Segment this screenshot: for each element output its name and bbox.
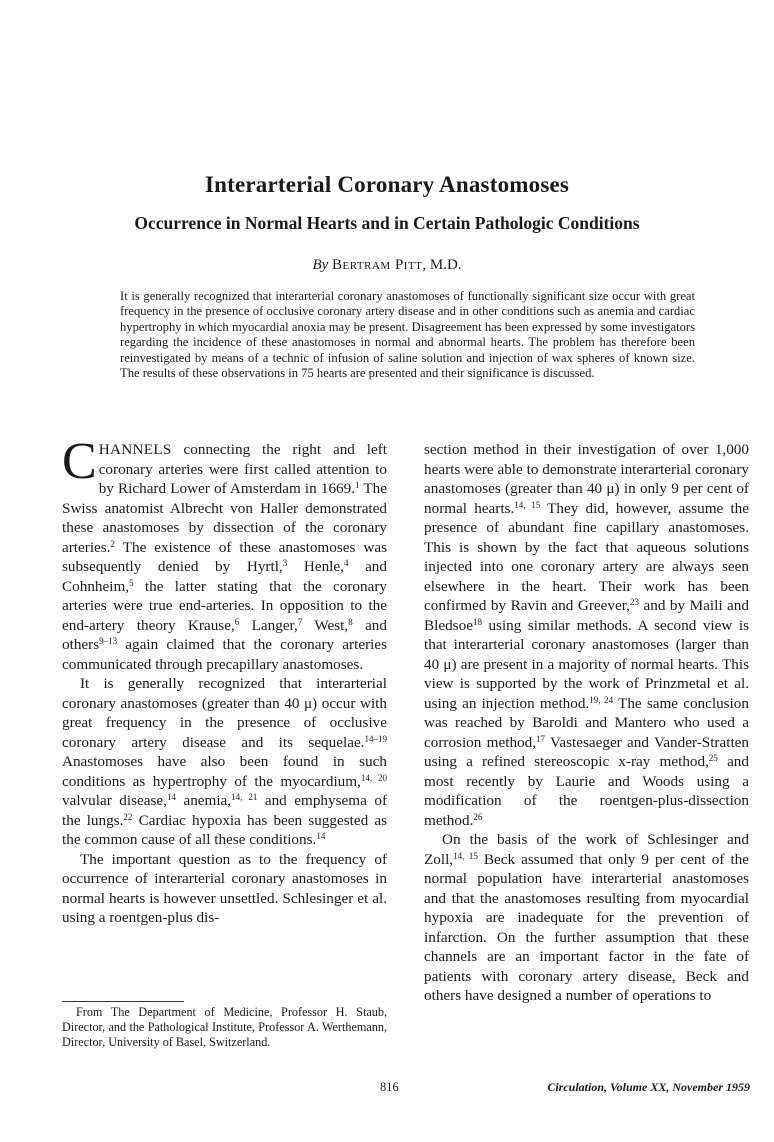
article-title: Interarterial Coronary Anastomoses <box>204 172 570 197</box>
footnote-rule <box>62 1001 184 1002</box>
text-run: section method in their investigation of over 1,000 hearts were able to demonstrate interarterial coronary anastomoses (greater than 40 μ) in only 9 per cent of normal hearts. <box>424 441 749 517</box>
citation: 3 <box>282 558 288 568</box>
author-name: Bertram Pitt <box>332 257 423 273</box>
abstract: It is generally recognized that interarterial coronary anastomoses of functionally significant size occur with great frequency in the presence of occlusive coronary artery disease and in other conditions such as anemia and cardiac hypertrophy in which myocardial anoxia may be present. Disagreement has been expressed by some investigators regarding the incidence of these anastomoses in normal and abnormal hearts. The problem has therefore been reinvestigated by means of a technic of infusion of saline solution and injection of wax spheres of known size. The results of these observations in 75 hearts are presented and their significance is discussed. <box>120 289 695 381</box>
citation: 22 <box>123 811 133 822</box>
citation: 1 <box>355 480 360 490</box>
paragraph <box>62 674 387 850</box>
text-run: They did, however, assume the presence of abundant fine capillary anastomoses. This is shown by the fact that aqueous solutions injected into one coronary artery are always seen elsewhere in the heart. Their work has been confirmed by Ravin and Greever, <box>424 499 749 614</box>
paragraph <box>424 440 749 830</box>
citation: 14, 20 <box>360 772 388 783</box>
byline <box>0 257 774 274</box>
text-run: valvular disease, <box>62 792 167 809</box>
paragraph: The important question as to the frequency of occurrence of interarterial coronary anastomoses in normal hearts is however unsettled. Schlesinger et al. using a roentgen-plus dis- <box>62 850 387 926</box>
text-run: Beck assumed that only 9 per cent of the normal population have interarterial anastomoses and that the anastomoses resulting from myocardial hypoxia are inadequate for the prevention of infarction. On the further assumption that these channels are an important factor in the fate of patients with coronary artery disease, Beck and others have designed a number of operations to <box>424 850 749 1004</box>
author-degree: , M.D. <box>422 257 462 273</box>
lead-caps: HANNELS <box>98 441 172 458</box>
paragraph <box>62 433 387 674</box>
citation: 14, 21 <box>231 792 258 802</box>
citation: 19, 24 <box>589 694 614 705</box>
journal-citation: Circulation, Volume XX, November 1959 <box>547 1080 750 1094</box>
text-run: Anastomoses have also been found in such conditions as hypertrophy of the myocardium, <box>62 753 387 790</box>
text-run: Henle, <box>287 558 344 575</box>
text-run: connecting the right and left coronary arteries were first called attention to by Richard Lower of Amsterdam in 1669. <box>98 441 387 497</box>
left-column <box>62 433 388 928</box>
citation: 6 <box>234 616 240 627</box>
citation: 18 <box>472 616 482 627</box>
text-run: The existence of these anastomoses was subsequently denied by Hyrtl, <box>62 538 387 575</box>
text-run: anemia, <box>175 792 232 809</box>
citation: 5 <box>129 577 134 588</box>
citation: 7 <box>297 616 303 627</box>
text-run: again claimed that the coronary arteries communicated through precapillary anastomoses. <box>62 636 387 673</box>
text-run: Cardiac hypoxia has been suggested as the common cause of all these conditions. <box>62 811 387 848</box>
paragraph <box>424 830 749 1006</box>
text-run: Langer, <box>239 616 298 634</box>
text-run: and most recently by Laurie and Woods using a modification of the roentgen-plus-dissection method. <box>424 753 749 829</box>
drop-cap: C <box>62 433 97 490</box>
byline-by: By <box>312 257 329 273</box>
citation: 14 <box>316 831 326 841</box>
text-run: using similar methods. A second view is that interarterial coronary anastomoses (larger than 40 μ) are present in a majority of normal hearts. This view is supported by the work of Prinzmetal et al. using an injection method. <box>424 616 749 712</box>
citation: 2 <box>110 538 115 549</box>
citation: 14–19 <box>364 733 387 744</box>
citation: 14, 15 <box>453 850 478 861</box>
text-run: and emphysema of the lungs. <box>62 792 387 829</box>
citation: 9–13 <box>99 636 118 646</box>
citation: 25 <box>708 753 718 763</box>
citation: 14 <box>166 792 176 802</box>
citation: 17 <box>536 733 546 744</box>
citation: 26 <box>473 811 483 822</box>
text-run: and others <box>62 616 387 653</box>
text-run: and Cohnheim, <box>62 558 387 595</box>
citation: 4 <box>343 558 349 568</box>
citation: 23 <box>629 597 639 607</box>
text-run: It is generally recognized that interarterial coronary anastomoses (greater than 40 μ) occur with great frequency in the presence of occlusive coronary artery disease and its sequelae. <box>62 675 387 751</box>
text-run: the latter stating that the coronary arteries were true end-arteries. In opposition to the end-artery theory Krause, <box>62 577 387 634</box>
citation: 8 <box>348 616 353 627</box>
right-column <box>424 440 749 1006</box>
text-run: West, <box>302 616 349 634</box>
text-run: The same conclusion was reached by Baroldi and Mantero who used a corrosion method, <box>424 694 749 751</box>
page-number: 816 <box>380 1080 399 1094</box>
footnote: From The Department of Medicine, Professor H. Staub, Director, and the Pathological Institute, Professor A. Werthemann, Director, University of Basel, Switzerland. <box>62 1005 387 1050</box>
text-run: and by Maili and Bledsoe <box>424 597 749 634</box>
citation: 14, 15 <box>514 499 541 510</box>
text-run: On the basis of the work of Schlesinger and Zoll, <box>424 831 749 868</box>
text-run: The Swiss anatomist Albrecht von Haller demonstrated these anastomoses by dissection of the coronary arteries. <box>62 480 387 556</box>
text-run: Vastesaeger and Vander-Stratten using a refined stereoscopic x-ray method, <box>424 733 750 770</box>
article-subtitle: Occurrence in Normal Hearts and in Certain Pathologic Conditions <box>134 213 640 233</box>
